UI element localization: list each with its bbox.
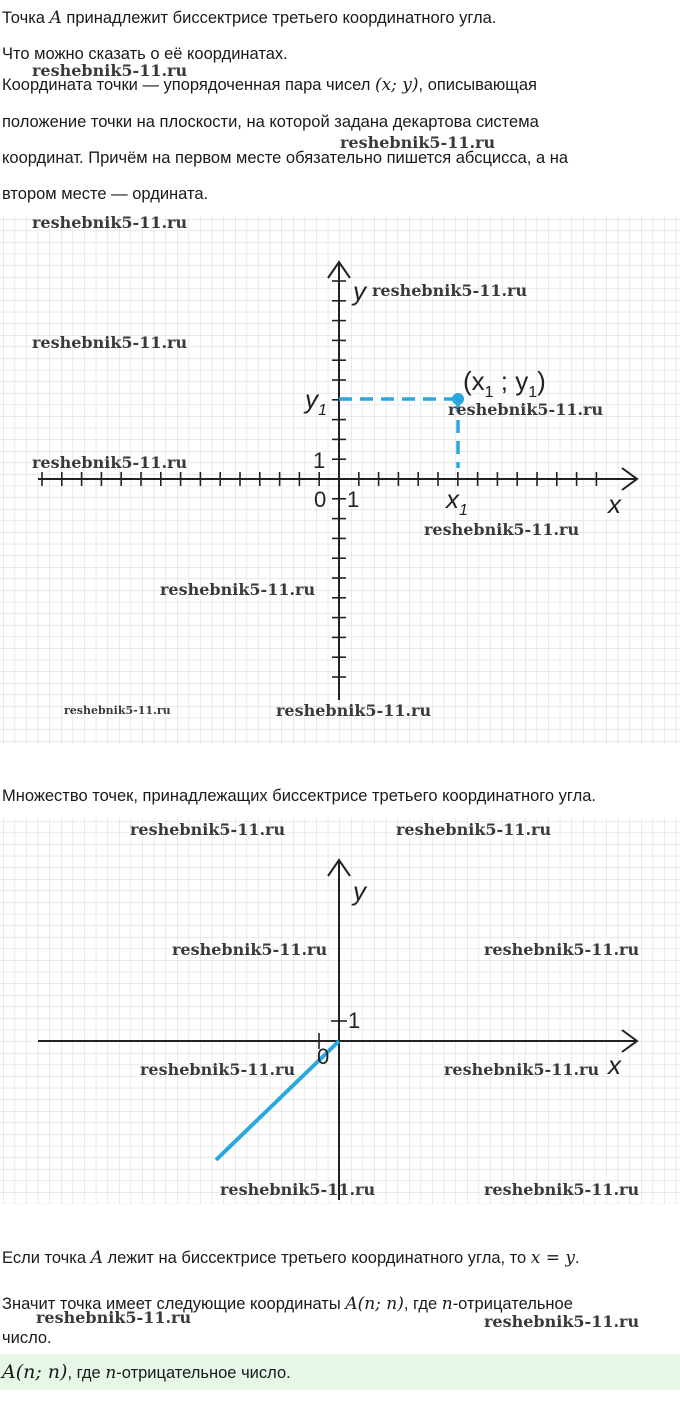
definition-line-3: координат. Причём на первом месте обязательно пишется абсцисса, а на — [2, 149, 569, 167]
watermark: reshebnik5-11.ru — [484, 940, 640, 959]
watermark: reshebnik5-11.ru — [32, 61, 188, 80]
coordinates-math: A(n; n) — [345, 1294, 404, 1314]
conclusion-line-1 — [2, 1248, 580, 1268]
x-axis-label: x — [608, 489, 621, 519]
definition-text: , описывающая — [418, 76, 537, 94]
point-coordinates-label: ($x_1$ ; $y_1$) — [463, 366, 546, 401]
watermark: reshebnik5-11.ru — [396, 820, 552, 839]
conclusion-text: . — [575, 1249, 580, 1267]
watermark: reshebnik5-11.ru — [36, 1308, 192, 1327]
watermark: reshebnik5-11.ru — [372, 281, 528, 300]
definition-text: Координата точки — упорядоченная пара чисел — [2, 76, 375, 94]
watermark: reshebnik5-11.ru — [64, 704, 171, 717]
intro-text: Точка — [2, 9, 50, 27]
watermark: reshebnik5-11.ru — [220, 1180, 376, 1199]
n-var: n — [105, 1363, 117, 1383]
watermark: reshebnik5-11.ru — [140, 1060, 296, 1079]
y-axis-label: y — [353, 876, 366, 906]
conclusion-text: Если точка — [2, 1249, 91, 1267]
watermark: reshebnik5-11.ru — [484, 1312, 640, 1331]
set-description-text: Множество точек, принадлежащих биссектрисе третьего координатного угла. — [2, 787, 596, 805]
coordinate-plane-figure-1 — [0, 216, 680, 744]
x-axis-label: x — [608, 1050, 621, 1080]
watermark: reshebnik5-11.ru — [32, 213, 188, 232]
watermark: reshebnik5-11.ru — [424, 520, 580, 539]
conclusion-text: , где — [403, 1295, 442, 1313]
watermark: reshebnik5-11.ru — [444, 1060, 600, 1079]
origin-label: 0 — [314, 487, 327, 512]
y-unit-label: 1 — [313, 448, 326, 473]
conclusion-text: Значит точка имеет следующие координаты — [2, 1295, 346, 1313]
intro-line-2: Что можно сказать о её координатах. — [2, 45, 288, 63]
answer-text-part: -отрицательное число. — [116, 1364, 291, 1382]
answer-text — [2, 1362, 291, 1383]
y1-label: $y_1$ — [305, 384, 327, 419]
watermark: reshebnik5-11.ru — [276, 701, 432, 720]
watermark: reshebnik5-11.ru — [172, 940, 328, 959]
watermark: reshebnik5-11.ru — [32, 453, 188, 472]
intro-line-1 — [2, 8, 496, 28]
watermark: reshebnik5-11.ru — [448, 400, 604, 419]
n-var: n — [441, 1294, 453, 1314]
conclusion-text: лежит на биссектрисе третьего координатного угла, то — [102, 1249, 531, 1267]
y-axis-label: y — [353, 276, 366, 306]
intro-text: принадлежит биссектрисе третьего координатного угла. — [61, 9, 497, 27]
conclusion-line-3: число. — [2, 1329, 52, 1347]
watermark: reshebnik5-11.ru — [484, 1180, 640, 1199]
watermark: reshebnik5-11.ru — [130, 820, 286, 839]
watermark: reshebnik5-11.ru — [160, 580, 316, 599]
x1-label: $x_1$ — [446, 484, 468, 519]
conclusion-text: -отрицательное — [452, 1295, 573, 1313]
watermark: reshebnik5-11.ru — [340, 133, 496, 152]
coordinate-plane-figure-2 — [0, 818, 680, 1204]
x-unit-label: 1 — [347, 487, 360, 512]
definition-line-4: втором месте — ордината. — [2, 185, 209, 203]
y-unit-label: 1 — [348, 1008, 361, 1033]
equation-x-equals-y: x = y — [530, 1248, 576, 1268]
answer-text-part: , где — [67, 1364, 106, 1382]
origin-label: 0 — [317, 1044, 330, 1069]
definition-math: (x; y) — [374, 75, 419, 95]
point-a-var: A — [90, 1248, 103, 1268]
point-a-var: A — [49, 8, 62, 28]
answer-math: A(n; n) — [2, 1361, 68, 1383]
watermark: reshebnik5-11.ru — [32, 333, 188, 352]
definition-line-2: положение точки на плоскости, на которой задана декартова система — [2, 113, 539, 131]
